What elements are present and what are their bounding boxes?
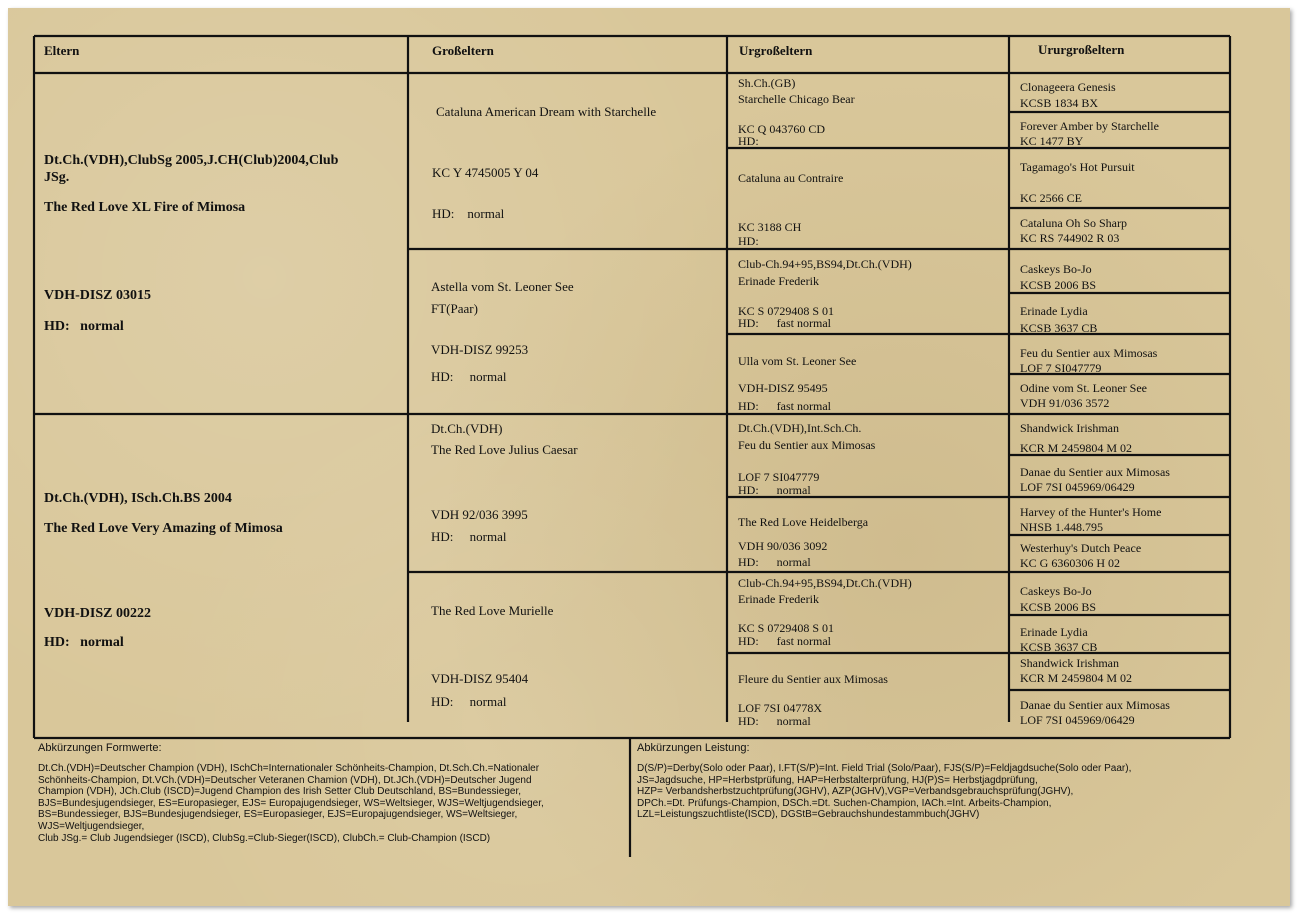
gp-ds-title: Dt.Ch.(VDH) <box>431 421 503 436</box>
gp-dd-reg: VDH-DISZ 95404 <box>431 671 529 686</box>
ggp-dss-reg: LOF 7 SI047779 <box>738 470 820 484</box>
ggp-sdd-name: Ulla vom St. Leoner See <box>738 354 857 368</box>
sire-title: Dt.Ch.(VDH),ClubSg 2005,J.CH(Club)2004,Club <box>44 153 339 168</box>
gp-ss-name: Cataluna American Dream with Starchelle <box>436 104 657 119</box>
gggp-reg: KCSB 1834 BX <box>1020 96 1099 110</box>
gp-ds-name: The Red Love Julius Caesar <box>431 442 578 457</box>
gp-dd-hd: HD: normal <box>431 694 507 709</box>
ggp-dsd-reg: VDH 90/036 3092 <box>738 539 828 553</box>
sire-name: The Red Love XL Fire of Mimosa <box>44 200 246 215</box>
dam-name: The Red Love Very Amazing of Mimosa <box>44 521 283 536</box>
ggp-ssd-name: Cataluna au Contraire <box>738 171 844 185</box>
ggp-dds-title: Club-Ch.94+95,BS94,Dt.Ch.(VDH) <box>738 576 912 590</box>
ggp-dss-name: Feu du Sentier aux Mimosas <box>738 438 876 452</box>
ggp-ddd-reg: LOF 7SI 04778X <box>738 701 823 715</box>
gggp-name: Tagamago's Hot Pursuit <box>1020 160 1135 174</box>
gggp-reg: LOF 7SI 045969/06429 <box>1020 480 1135 494</box>
header-urgrosseltern: Urgroßeltern <box>739 43 813 58</box>
gggp-name: Odine vom St. Leoner See <box>1020 381 1147 395</box>
gggp-name: Westerhuy's Dutch Peace <box>1020 541 1142 555</box>
gggp-reg: KCSB 3637 CB <box>1020 640 1098 654</box>
gggp-name: Shandwick Irishman <box>1020 421 1119 435</box>
gp-sd-hd: HD: normal <box>431 369 507 384</box>
header-ururgrosseltern: Ururgroßeltern <box>1038 42 1125 57</box>
ggp-dss-hd: HD: normal <box>738 483 811 497</box>
gggp-name: Erinade Lydia <box>1020 304 1088 318</box>
gp-sd-title: FT(Paar) <box>431 301 478 316</box>
ggp-sds-name: Erinade Frederik <box>738 274 819 288</box>
ggp-dds-name: Erinade Frederik <box>738 592 819 606</box>
gggp-name: Caskeys Bo-Jo <box>1020 584 1092 598</box>
formwerte-text: Dt.Ch.(VDH)=Deutscher Champion (VDH), ISchCh=Internationaler Schönheits-Champion, Dt.Sch.Ch.=Nationaler Schönheits-Champion, Dt.VCh.(VDH)=Deutscher Veteranen Chamion (VDH), Dt.JCh.(VDH)=Deutscher Jugend Champion (VDH), JCh.Club (ISCD)=Jugend Champion des Irish Setter Club Deutschland, BS=Bundessieger, BJS=Bundesjugendsieger, ES=Europasieger, EJS= Europajugendsieger, WS=Weltsieger, WJS=Weltjugendsieger, BS=Bundessieger, BJS=Bundesjugendsieger, ES=Europasieger, EJS=Europajugendsieger, WS=Weltsieger, WJS=Weltjugendsieger, Club JSg.= Club Jugendsieger (ISCD), ClubSg.=Club-Sieger(ISCD), ClubCh.= Club-Champion (ISCD) <box>38 763 544 844</box>
leistung-text: D(S/P)=Derby(Solo oder Paar), I.FT(S/P)=Int. Field Trial (Solo/Paar), FJS(S/P)=Feldjagdsuche(Solo oder Paar), JS=Jagdsuche, HP=Herbstprüfung, HAP=Herbstalterprüfung, HJ(P)S= Herbstjagdprüfung, HZP= Verbandsherbstzuchtprüfung(JGHV), AZP(JGHV),VGP=Verbandsgebrauchsprüfung(JGHV), DPCh.=Dt. Prüfungs-Champion, DSCh.=Dt. Suchen-Champion, IACh.=Int. Arbeits-Champion, LZL=Leistungszuchtliste(ISCD), DGStB=Gebrauchshundestammbuch(JGHV) <box>637 763 1132 821</box>
gggp-name: Shandwick Irishman <box>1020 656 1119 670</box>
gggp-reg: KC 2566 CE <box>1020 191 1083 205</box>
gggp-name: Erinade Lydia <box>1020 625 1088 639</box>
gggp-reg: KCR M 2459804 M 02 <box>1020 671 1133 685</box>
gggp-name: Feu du Sentier aux Mimosas <box>1020 346 1158 360</box>
gggp-reg: KCSB 2006 BS <box>1020 278 1097 292</box>
gggp-reg: KC G 6360306 H 02 <box>1020 556 1121 570</box>
gggp-reg: KCR M 2459804 M 02 <box>1020 441 1133 455</box>
gggp-name: Clonageera Genesis <box>1020 80 1116 94</box>
gp-sd-name: Astella vom St. Leoner See <box>431 279 574 294</box>
ggp-ssd-reg: KC 3188 CH <box>738 220 802 234</box>
ggp-sdd-hd: HD: fast normal <box>738 399 831 413</box>
gggp-name: Cataluna Oh So Sharp <box>1020 216 1127 230</box>
ggp-ddd-hd: HD: normal <box>738 714 811 728</box>
ggp-dds-reg: KC S 0729408 S 01 <box>738 621 835 635</box>
gggp-reg: KCSB 2006 BS <box>1020 600 1097 614</box>
ggp-sds-hd: HD: fast normal <box>738 316 831 330</box>
gggp-name: Forever Amber by Starchelle <box>1020 119 1159 133</box>
dam-hd: HD: normal <box>44 635 124 650</box>
gggp-reg: LOF 7SI 045969/06429 <box>1020 713 1135 727</box>
gggp-name: Danae du Sentier aux Mimosas <box>1020 465 1170 479</box>
gggp-name: Caskeys Bo-Jo <box>1020 262 1092 276</box>
gp-ds-reg: VDH 92/036 3995 <box>431 507 528 522</box>
gggp-reg: KCSB 3637 CB <box>1020 321 1098 335</box>
gggp-reg: LOF 7 SI047779 <box>1020 361 1102 375</box>
gp-sd-reg: VDH-DISZ 99253 <box>431 342 529 357</box>
gggp-reg: VDH 91/036 3572 <box>1020 396 1110 410</box>
gggp-name: Danae du Sentier aux Mimosas <box>1020 698 1170 712</box>
header-eltern: Eltern <box>44 43 80 58</box>
gggp-name: Harvey of the Hunter's Home <box>1020 505 1162 519</box>
gggp-reg: KC 1477 BY <box>1020 134 1084 148</box>
ggp-sss-hd: HD: <box>738 134 759 148</box>
ggp-sds-title: Club-Ch.94+95,BS94,Dt.Ch.(VDH) <box>738 257 912 271</box>
ggp-dss-title: Dt.Ch.(VDH),Int.Sch.Ch. <box>738 421 862 435</box>
ggp-dds-hd: HD: fast normal <box>738 634 831 648</box>
ggp-sss-name: Starchelle Chicago Bear <box>738 92 855 106</box>
gggp-reg: KC RS 744902 R 03 <box>1020 231 1120 245</box>
ggp-ddd-name: Fleure du Sentier aux Mimosas <box>738 672 888 686</box>
ggp-sdd-reg: VDH-DISZ 95495 <box>738 381 828 395</box>
ggp-sds-reg: KC S 0729408 S 01 <box>738 304 835 318</box>
gp-ds-hd: HD: normal <box>431 529 507 544</box>
formwerte-title: Abkürzungen Formwerte: <box>38 742 162 754</box>
leistung-title: Abkürzungen Leistung: <box>637 742 750 754</box>
gp-dd-name: The Red Love Murielle <box>431 603 554 618</box>
sire-reg: VDH-DISZ 03015 <box>44 288 151 303</box>
ggp-dsd-name: The Red Love Heidelberga <box>738 515 869 529</box>
ggp-ssd-hd: HD: <box>738 234 759 248</box>
header-grosseltern: Großeltern <box>432 43 494 58</box>
ggp-sss-reg: KC Q 043760 CD <box>738 122 826 136</box>
ggp-dsd-hd: HD: normal <box>738 555 811 569</box>
dam-reg: VDH-DISZ 00222 <box>44 606 151 621</box>
ggp-sss-title: Sh.Ch.(GB) <box>738 76 796 90</box>
sire-hd: HD: normal <box>44 319 124 334</box>
gp-ss-reg: KC Y 4745005 Y 04 <box>432 165 539 180</box>
sire-title-cont: JSg. <box>44 170 70 185</box>
gggp-reg: NHSB 1.448.795 <box>1020 520 1104 534</box>
dam-title: Dt.Ch.(VDH), ISch.Ch.BS 2004 <box>44 491 232 506</box>
gp-ss-hd: HD: normal <box>432 206 505 221</box>
